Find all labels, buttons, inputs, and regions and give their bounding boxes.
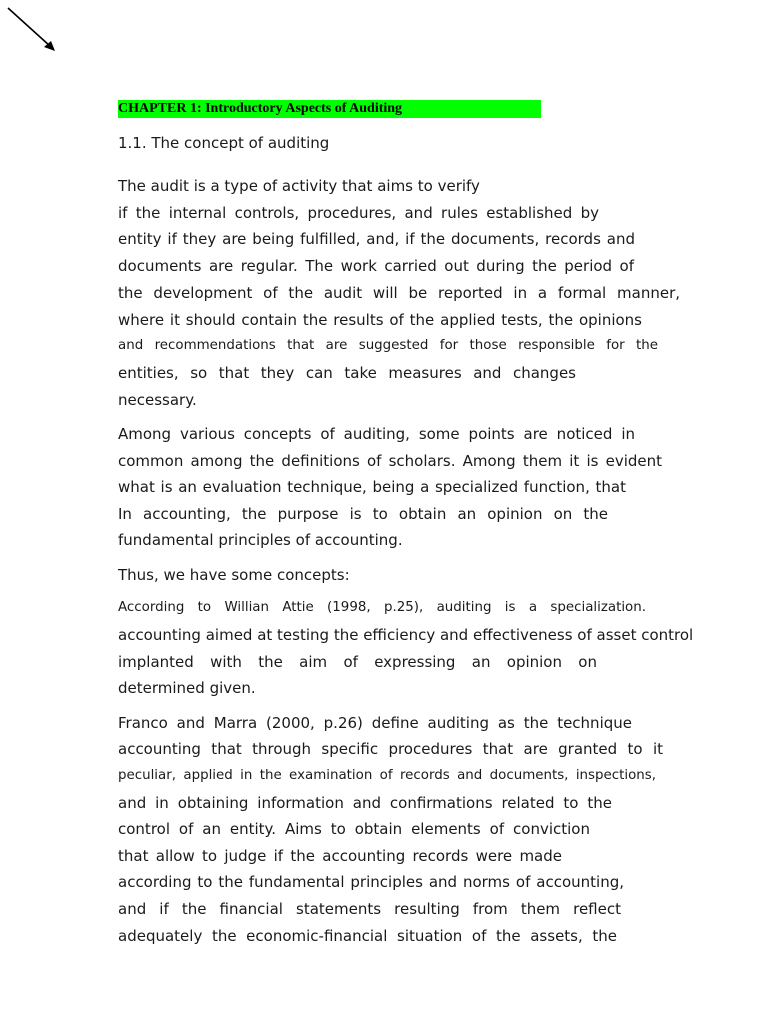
body-line: implanted with the aim of expressing an opinion on	[118, 653, 597, 671]
body-line: and recommendations that are suggested for those responsible for the	[118, 338, 658, 353]
body-line: where it should contain the results of the applied tests, the opinions	[118, 311, 642, 329]
body-line: and if the financial statements resulting from them reflect	[118, 900, 621, 918]
body-line: entity if they are being fulfilled, and, if the documents, records and	[118, 230, 635, 248]
body-line: accounting that through specific procedures that are granted to it	[118, 740, 663, 758]
body-line: documents are regular. The work carried out during the period of	[118, 257, 634, 275]
body-line: Thus, we have some concepts:	[118, 566, 350, 584]
body-line: determined given.	[118, 679, 256, 697]
body-line: Franco and Marra (2000, p.26) define auditing as the technique	[118, 714, 632, 732]
body-line: adequately the economic-financial situation of the assets, the	[118, 927, 617, 945]
diagonal-arrow-icon	[6, 6, 58, 54]
body-line: common among the definitions of scholars. Among them it is evident	[118, 452, 662, 470]
body-line: The audit is a type of activity that aims to verify	[118, 177, 480, 195]
body-line: the development of the audit will be reported in a formal manner,	[118, 284, 680, 302]
body-line: According to Willian Attie (1998, p.25), auditing is a specialization.	[118, 600, 646, 615]
section-heading: 1.1. The concept of auditing	[118, 134, 330, 152]
body-line: In accounting, the purpose is to obtain an opinion on the	[118, 505, 608, 523]
body-line: entities, so that they can take measures and changes	[118, 364, 576, 382]
body-line: if the internal controls, procedures, and rules established by	[118, 204, 599, 222]
body-line: accounting aimed at testing the efficiency and effectiveness of asset control	[118, 626, 694, 644]
body-line: Among various concepts of auditing, some points are noticed in	[118, 425, 635, 443]
body-line: fundamental principles of accounting.	[118, 531, 403, 549]
body-line: control of an entity. Aims to obtain elements of conviction	[118, 820, 590, 838]
body-line: peculiar, applied in the examination of records and documents, inspections,	[118, 768, 656, 783]
body-line: what is an evaluation technique, being a specialized function, that	[118, 478, 626, 496]
body-line: necessary.	[118, 391, 197, 409]
body-line: that allow to judge if the accounting records were made	[118, 847, 562, 865]
body-line: according to the fundamental principles and norms of accounting,	[118, 873, 624, 891]
body-line: and in obtaining information and confirmations related to the	[118, 794, 612, 812]
chapter-heading: CHAPTER 1: Introductory Aspects of Auditing	[118, 100, 541, 118]
